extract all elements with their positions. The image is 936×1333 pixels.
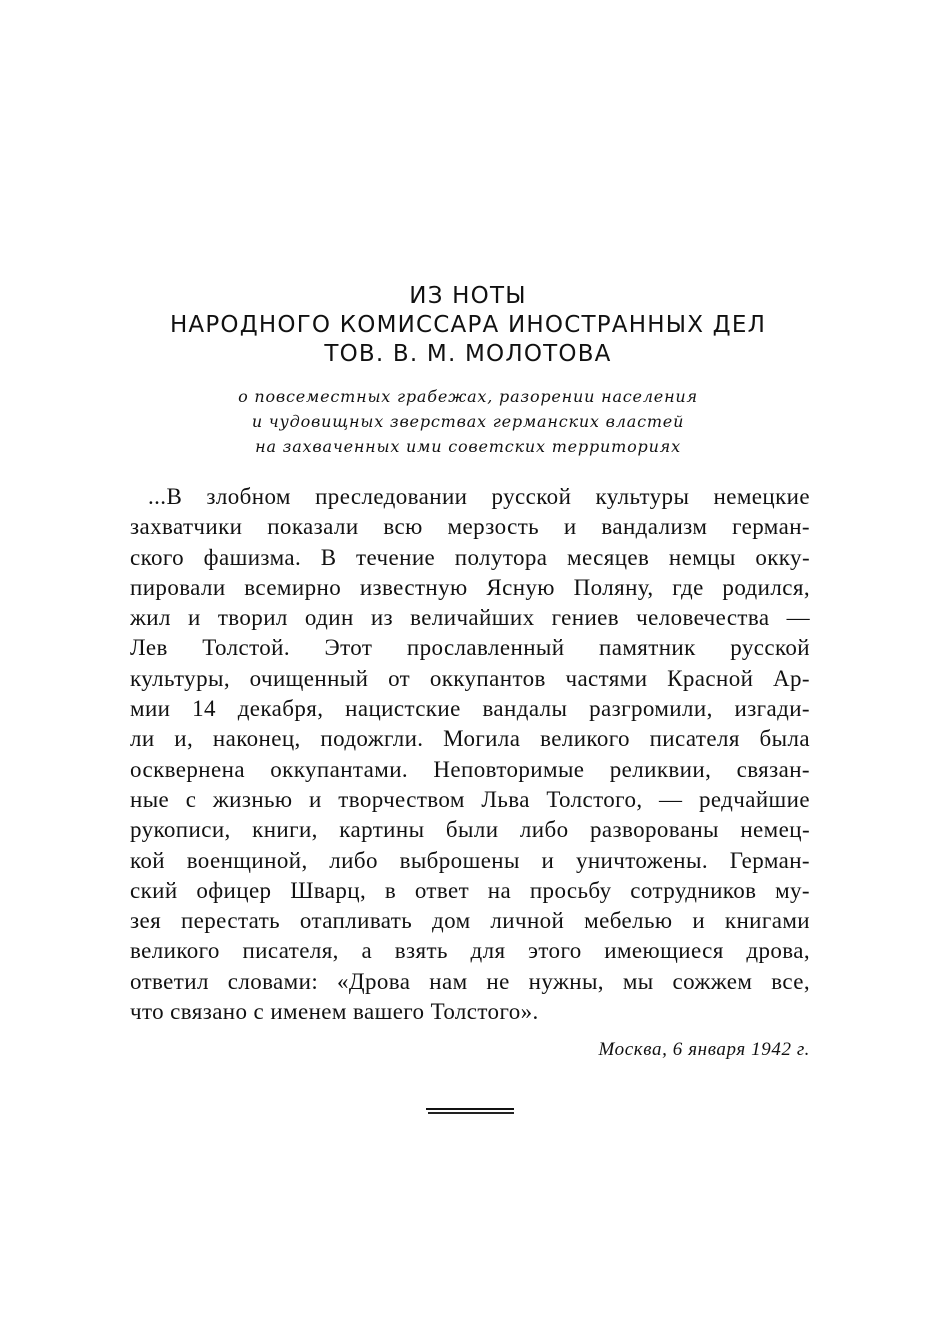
body-line: что связано с именем вашего Толстого». <box>130 999 539 1025</box>
body-line: жил и творил один из величайших гениев человечества — <box>130 605 810 631</box>
body-line: пировали всемирно известную Ясную Поляну, где родился, <box>130 574 810 600</box>
body-line: великого писателя, а взять для этого имеющиеся дрова, <box>130 938 810 964</box>
body-line: ского фашизма. В течение полутора месяцев немцы окку- <box>130 544 810 570</box>
document-subheading <box>0 384 936 459</box>
body-line: Лев Толстой. Этот прославленный памятник русской <box>130 635 810 661</box>
place-date-signature: Москва, 6 января 1942 г. <box>598 1039 810 1060</box>
body-line: культуры, очищенный от оккупантов частями Красной Ар- <box>130 665 810 691</box>
document-heading <box>0 282 936 369</box>
section-divider <box>426 1108 514 1113</box>
body-line: ные с жизнью и творчеством Льва Толстого, — редчайшие <box>130 786 810 812</box>
body-line: кой военщиной, либо выброшены и уничтожены. Герман- <box>130 847 810 873</box>
subheading-line-2: и чудовищных зверствах германских властей <box>251 412 685 431</box>
heading-line-2: НАРОДНОГО КОМИССАРА ИНОСТРАННЫХ ДЕЛ <box>169 312 767 338</box>
divider-rule-bottom <box>428 1112 514 1114</box>
body-line: ...В злобном преследовании русской культуры немецкие <box>148 484 810 509</box>
subheading-line-1: о повсеместных грабежах, разорении населения <box>238 387 698 406</box>
body-line: ский офицер Шварц, в ответ на просьбу сотрудников му- <box>130 877 810 903</box>
body-line: рукописи, книги, картины были либо разворованы немец- <box>130 817 810 843</box>
body-line: захватчики показали всю мерзость и вандализм герман- <box>130 514 810 540</box>
body-line: ли и, наконец, подожгли. Могила великого писателя была <box>130 726 810 752</box>
body-line: осквернена оккупантами. Неповторимые реликвии, связан- <box>130 756 810 782</box>
subheading-line-3: на захваченных ими советских территориях <box>255 437 681 456</box>
body-line: мии 14 декабря, нацистские вандалы разгромили, изгади- <box>130 696 810 722</box>
body-line: зея перестать отапливать дом личной мебелью и книгами <box>130 908 810 934</box>
divider-rule-top <box>426 1108 514 1110</box>
body-paragraph <box>130 482 810 1027</box>
heading-line-3: ТОВ. В. М. МОЛОТОВА <box>324 341 612 367</box>
body-line: ответил словами: «Дрова нам не нужны, мы сожжем все, <box>130 968 810 994</box>
heading-line-1: ИЗ НОТЫ <box>409 283 527 309</box>
